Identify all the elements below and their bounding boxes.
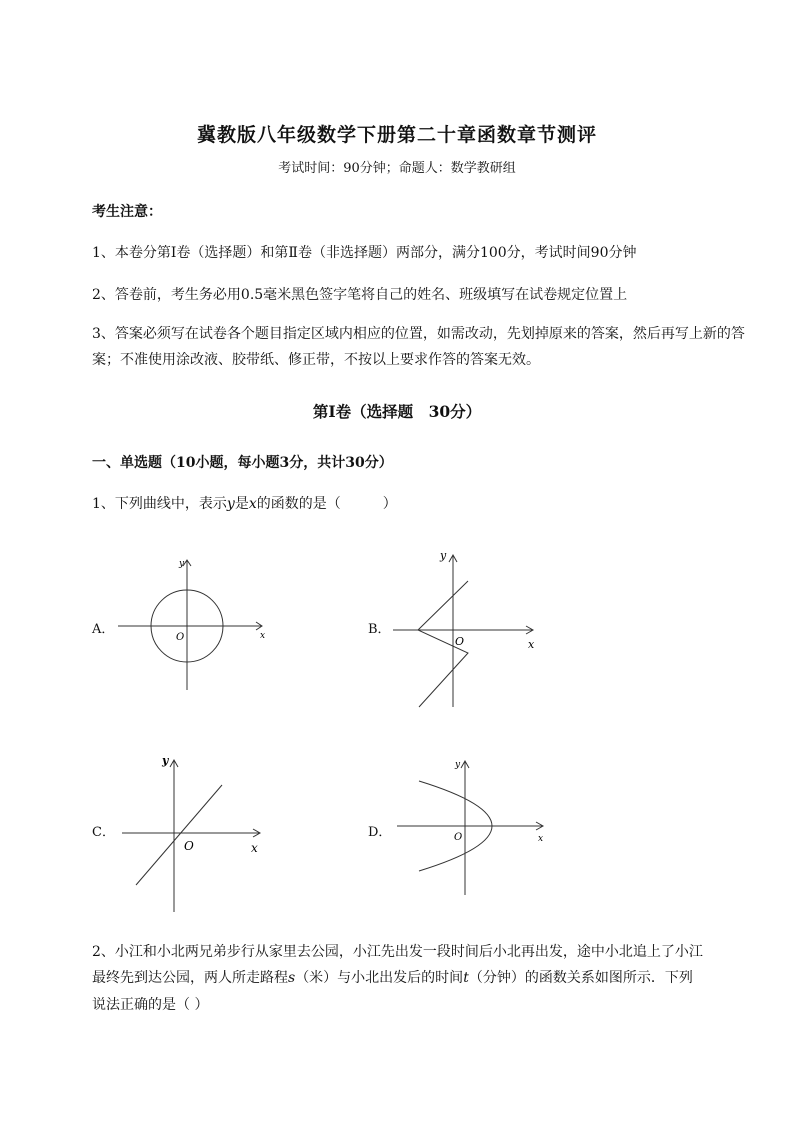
option-b-label: B． [368, 622, 391, 637]
x-label: x [528, 638, 535, 651]
notice-item-1: 1、本卷分第Ⅰ卷（选择题）和第Ⅱ卷（非选择题）两部分，满分100分，考试时间90分钟 [92, 245, 637, 261]
var-s: s [288, 970, 296, 986]
notice-item-2: 2、答卷前，考生务必用0.5毫米黑色签字笔将自己的姓名、班级填写在试卷规定位置上 [92, 287, 628, 303]
origin-label: O [176, 632, 185, 643]
option-d-label: D． [368, 825, 392, 840]
question-2-line-2: 最终先到达公园，两人所走路程s（米）与小北出发后的时间t（分钟）的函数关系如图所示．下列 [92, 970, 693, 986]
option-d-graph [385, 755, 555, 900]
x-label: x [538, 834, 544, 844]
line-curve [136, 785, 222, 885]
origin-label: O [454, 832, 463, 843]
y-label: y [179, 559, 185, 569]
question-2-line-1: 2、小江和小北两兄弟步行从家里去公园，小江先出发一段时间后小北再出发，途中小北追上了小江 [92, 944, 703, 960]
notice-heading: 考生注意： [92, 204, 162, 220]
var-t: t [463, 970, 469, 986]
option-b-graph [385, 545, 555, 715]
section-subheading: 一、单选题（10小题，每小题3分，共计30分） [92, 455, 393, 471]
option-a-graph [110, 550, 280, 700]
x-label: x [260, 631, 266, 641]
question-2-line-3: 说法正确的是（ ） [92, 997, 209, 1013]
page-title: 冀教版八年级数学下册第二十章函数章节测评 [196, 124, 597, 146]
origin-label: O [184, 839, 194, 853]
notice-item-3: 3、答案必须写在试卷各个题目指定区域内相应的位置，如需改动，先划掉原来的答案，然后再写上新的答案；不准使用涂改液、胶带纸、修正带，不按以上要求作答的答案无效。 [92, 326, 745, 368]
var-x: x [248, 496, 257, 512]
question-1-stem: 1、下列曲线中，表示y是x的函数的是（ ） [92, 496, 397, 512]
y-label: y [162, 754, 169, 767]
option-c-label: C． [92, 825, 115, 840]
exam-info: 考试时间：90分钟；命题人：数学教研组 [278, 161, 516, 176]
option-a-label: A． [92, 622, 115, 637]
y-label: y [440, 549, 447, 562]
origin-label: O [455, 635, 465, 648]
var-y: y [226, 496, 235, 512]
y-label: y [455, 760, 461, 770]
section-title: 第Ⅰ卷（选择题 30分） [312, 402, 482, 421]
x-label: x [251, 841, 258, 855]
option-c-graph [110, 750, 280, 920]
